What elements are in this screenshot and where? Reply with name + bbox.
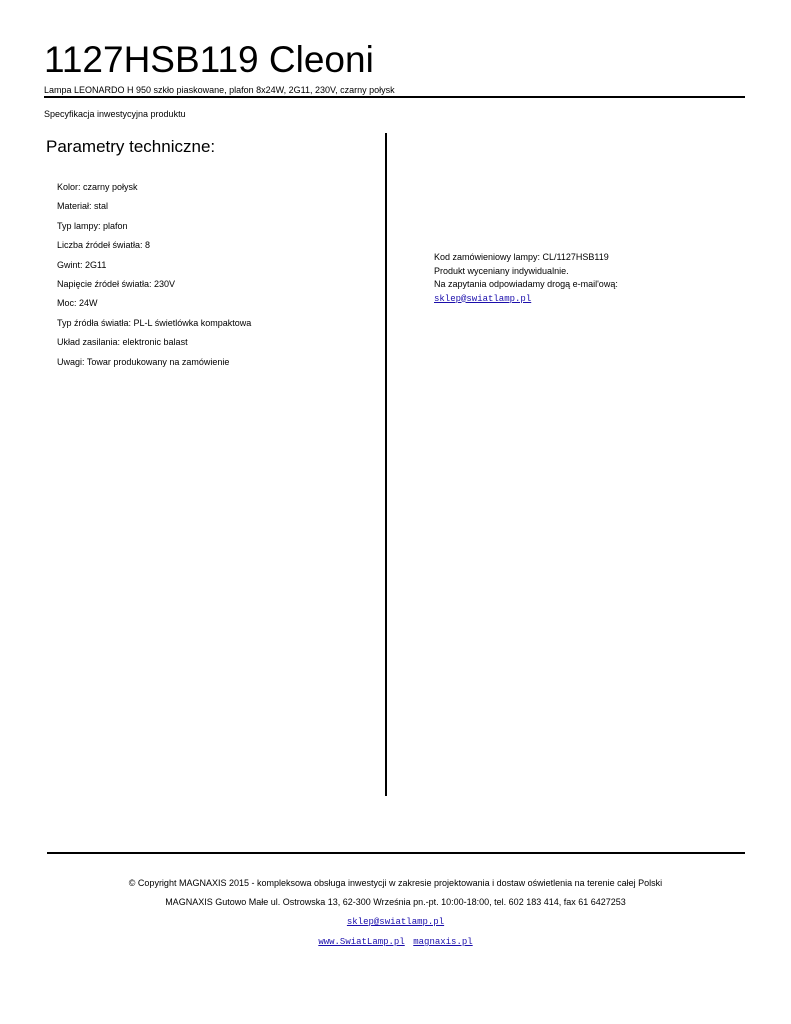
param-socket: Gwint: 2G11 xyxy=(57,259,107,270)
order-email-link[interactable]: sklep@swiatlamp.pl xyxy=(434,293,532,304)
footer-copyright: © Copyright MAGNAXIS 2015 - kompleksowa obsługa inwestycji w zakresie projektowania i dostaw oświetlenia na terenie całej Polski xyxy=(128,878,663,888)
spec-label: Specyfikacja inwestycyjna produktu xyxy=(44,109,186,119)
param-color: Kolor: czarny połysk xyxy=(57,182,138,192)
params-heading: Parametry techniczne: xyxy=(46,137,216,156)
params-list xyxy=(57,181,251,375)
order-inquiry-note: Na zapytania odpowiadamy drogą e-mail'ową: xyxy=(434,279,618,289)
footer-address: MAGNAXIS Gutowo Małe ul. Ostrowska 13, 62-300 Września pn.-pt. 10:00-18:00, tel. 602 183 414, fax 61 6427253 xyxy=(165,897,626,907)
param-source-type: Typ źródła światła: PL-L świetlówka kompaktowa xyxy=(57,317,252,328)
param-notes: Uwagi: Towar produkowany na zamówienie xyxy=(57,356,230,367)
order-pricing-note: Produkt wyceniany indywidualnie. xyxy=(434,265,569,276)
header-divider xyxy=(44,96,745,98)
param-lamp-type: Typ lampy: plafon xyxy=(57,220,128,231)
param-light-source-count: Liczba źródeł światła: 8 xyxy=(57,240,151,251)
param-power: Moc: 24W xyxy=(57,298,98,309)
magnaxis-link[interactable]: magnaxis.pl xyxy=(413,937,473,947)
product-subtitle: Lampa LEONARDO H 950 szkło piaskowane, plafon 8x24W, 2G11, 230V, czarny połysk xyxy=(44,85,395,95)
order-code: Kod zamówieniowy lampy: CL/1127HSB119 xyxy=(434,252,609,262)
order-info xyxy=(434,251,618,305)
column-divider xyxy=(385,133,387,796)
footer-email-row xyxy=(0,915,791,928)
page-title: 1127HSB119 Cleoni xyxy=(44,39,374,80)
footer-divider xyxy=(47,852,745,854)
param-material: Materiał: stal xyxy=(57,201,109,212)
footer-links-row xyxy=(0,935,791,948)
param-ballast: Układ zasilania: elektronic balast xyxy=(57,337,188,348)
param-voltage: Napięcie źródeł światła: 230V xyxy=(57,278,176,289)
swiatlamp-link[interactable]: www.SwiatLamp.pl xyxy=(318,937,405,947)
footer-email-link[interactable]: sklep@swiatlamp.pl xyxy=(346,917,445,927)
